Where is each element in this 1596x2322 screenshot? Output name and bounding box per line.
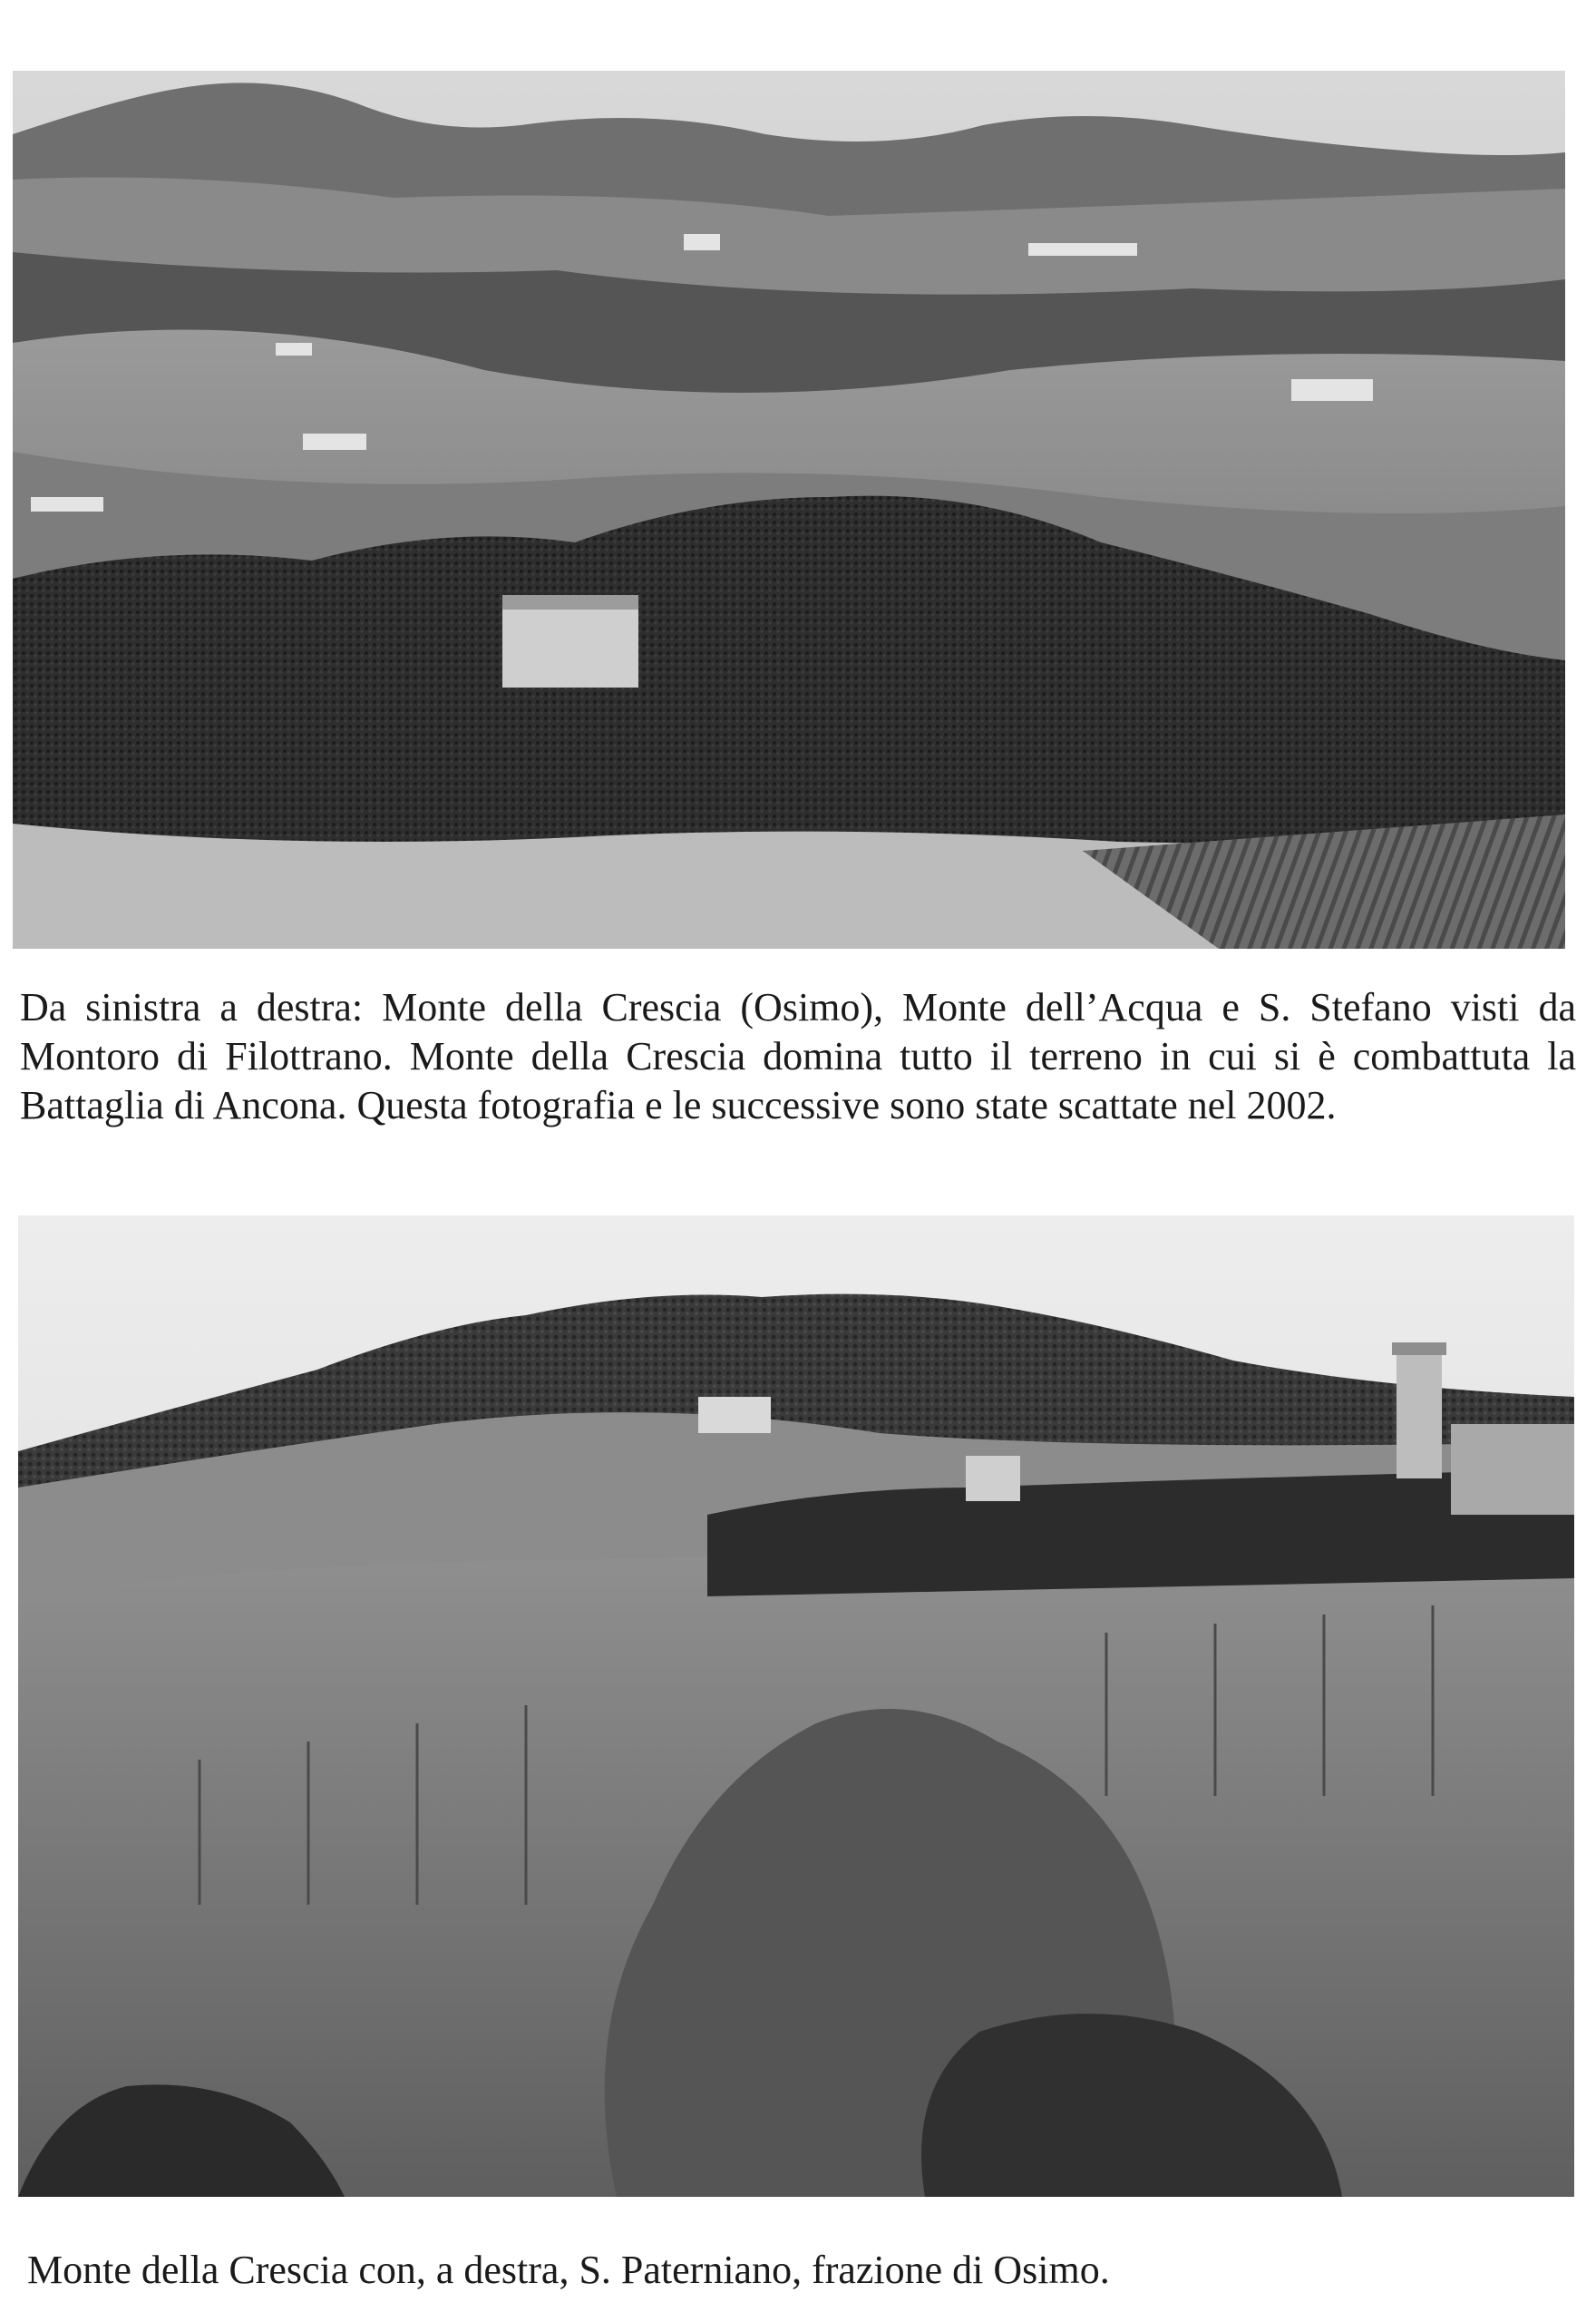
landscape-photo-1 — [13, 71, 1565, 949]
figure-caption-1: Da sinistra a destra: Monte della Crescia (Osimo), Monte dell’Acqua e S. Stefano visti da Montoro di Filottrano. Monte della Crescia domina tutto il terreno in cui si è combattuta la Battaglia di Ancona. Questa fotografia e le successive sono state scattate nel 2002. — [20, 985, 1576, 1127]
hill-vineyard-image — [18, 1215, 1574, 2197]
landscape-photo-2 — [18, 1215, 1574, 2197]
hills-landscape-image — [13, 71, 1565, 949]
figure-caption-2: Monte della Crescia con, a destra, S. Paterniano, frazione di Osimo. — [27, 2248, 1110, 2292]
